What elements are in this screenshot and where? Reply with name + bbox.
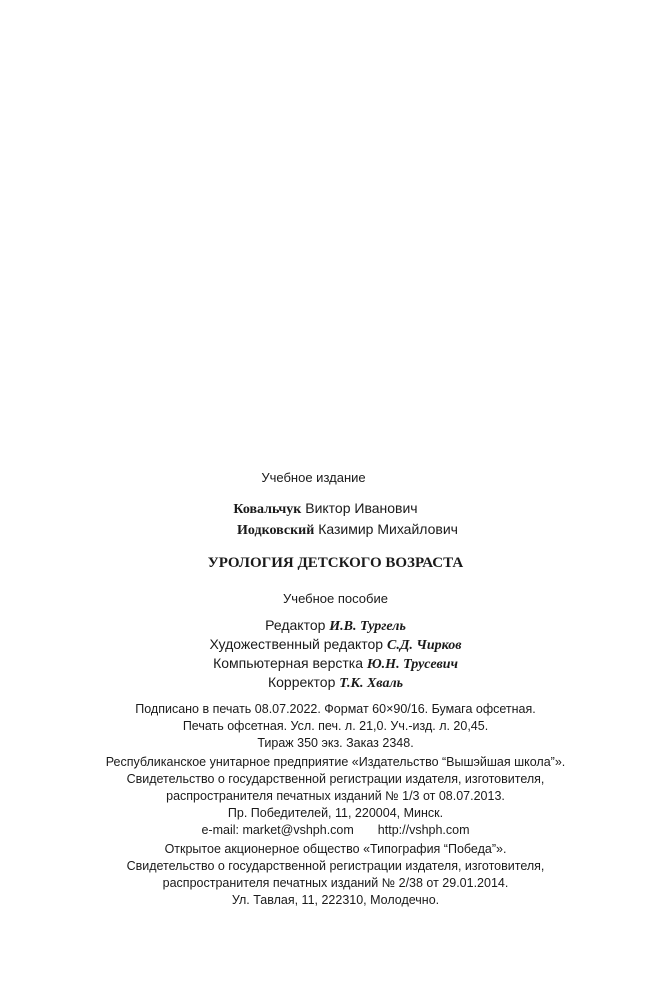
print-info-line: Печать офсетная. Усл. печ. л. 21,0. Уч.-изд. л. 20,45. — [182, 719, 489, 733]
credit-name: Ю.Н. Трусевич — [366, 657, 458, 672]
author-2 — [16, 521, 663, 539]
credit-art-editor — [4, 636, 663, 654]
edition-type: Учебное издание — [261, 470, 366, 485]
publisher-url: http://vshph.com — [377, 823, 470, 837]
credit-name: С.Д. Чирков — [386, 638, 462, 653]
author-1-given-name: Виктор Иванович — [305, 500, 418, 516]
credit-role: Художественный редактор — [209, 636, 384, 652]
print-info-line: Подписано в печать 08.07.2022. Формат 60×90/16. Бумага офсетная. — [135, 702, 536, 716]
book-title: УРОЛОГИЯ ДЕТСКОГО ВОЗРАСТА — [207, 555, 464, 571]
credit-proofreader — [4, 674, 663, 692]
publisher-line: Республиканское унитарное предприятие «Издательство “Вышэйшая школа”». — [105, 755, 566, 769]
publisher-email: e-mail: market@vshph.com — [201, 823, 354, 837]
publisher-line: распространителя печатных изданий № 1/3 от 08.07.2013. — [166, 789, 505, 803]
printer-line: распространителя печатных изданий № 2/38 от 29.01.2014. — [162, 876, 509, 890]
credit-role: Компьютерная верстка — [213, 655, 363, 671]
credit-editor — [4, 617, 663, 635]
subtitle: Учебное пособие — [283, 591, 388, 606]
author-1 — [0, 500, 657, 518]
publisher-line: Пр. Победителей, 11, 220004, Минск. — [227, 806, 444, 820]
credit-layout — [4, 655, 663, 673]
credit-role: Редактор — [265, 617, 326, 633]
author-2-surname: Иодковский — [237, 523, 315, 538]
author-2-given-name: Казимир Михайлович — [318, 521, 458, 537]
credit-name: И.В. Тургель — [329, 619, 406, 634]
printer-line: Свидетельство о государственной регистрации издателя, изготовителя, — [126, 859, 545, 873]
printer-line: Ул. Тавлая, 11, 222310, Молодечно. — [231, 893, 440, 907]
publisher-line: Свидетельство о государственной регистрации издателя, изготовителя, — [126, 772, 545, 786]
print-info-line: Тираж 350 экз. Заказ 2348. — [257, 736, 414, 750]
credit-role: Корректор — [267, 674, 336, 690]
author-1-surname: Ковальчук — [233, 502, 302, 517]
credit-name: Т.К. Хваль — [339, 676, 404, 691]
printer-line: Открытое акционерное общество «Типография “Победа”». — [164, 842, 507, 856]
publisher-contacts — [4, 823, 663, 837]
